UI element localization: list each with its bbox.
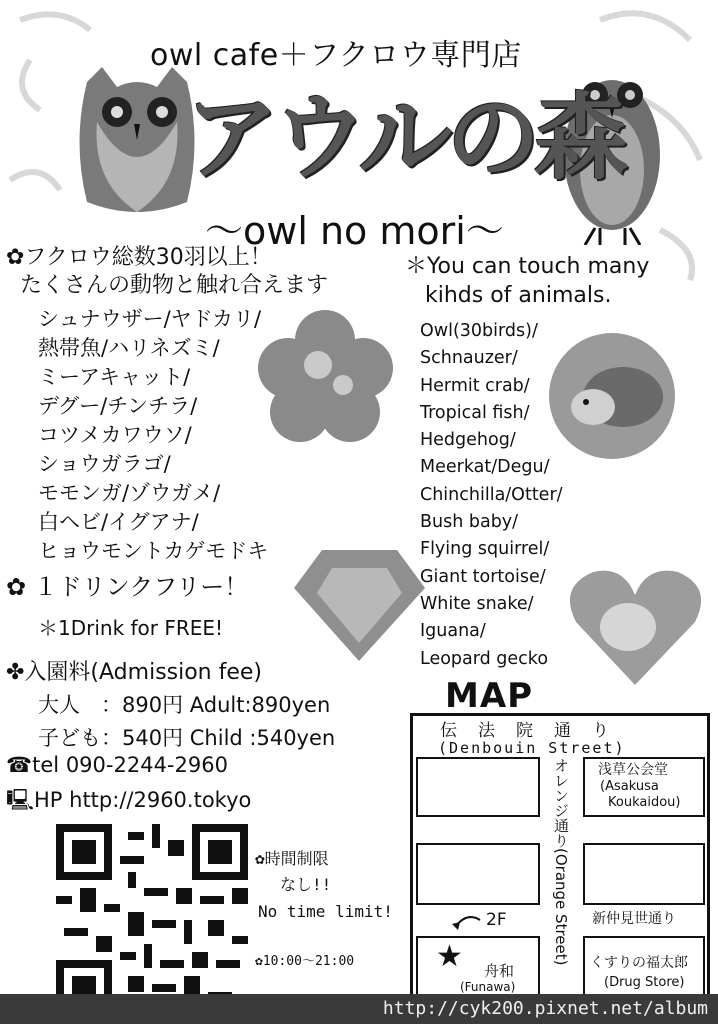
list-item: 白ヘビ/イグアナ/ xyxy=(38,510,199,534)
store-tagline: owl cafe＋フクロウ専門店 xyxy=(150,38,522,73)
list-item: 熱帯魚/ハリネズミ/ xyxy=(38,336,220,360)
map-street-jp: 伝 法 院 通 り xyxy=(440,721,611,741)
fee-heading: ✤入園料(Admission fee) xyxy=(6,660,263,685)
animals-heading-en-line1: ＊You can touch many xyxy=(405,254,650,279)
map-funawa-en: (Funawa) xyxy=(460,980,516,994)
animals-heading-en xyxy=(405,252,649,310)
note-line2: なし!! xyxy=(280,875,332,894)
map-orange-street: オレンジ通り(Orange Street) xyxy=(552,758,570,966)
star-icon: ★ xyxy=(436,939,463,974)
list-item: ヒョウモントカゲモドキ xyxy=(38,539,269,563)
list-item: コツメカワウソ/ xyxy=(38,423,192,447)
diamond-photo xyxy=(292,548,427,663)
list-item: Hedgehog/ xyxy=(420,430,516,451)
business-hours: ✿10:00～21:00 xyxy=(255,954,355,969)
list-item: White snake/ xyxy=(420,593,534,614)
drink-en: ＊1Drink for FREE! xyxy=(38,616,224,640)
list-item: Leopard gecko xyxy=(420,648,549,669)
flower-photo xyxy=(258,310,393,442)
list-item: デグー/チンチラ/ xyxy=(38,394,198,418)
heart-photo xyxy=(568,567,703,687)
contact-tel: ☎tel 090-2244-2960 xyxy=(6,753,228,777)
map-drug-en: (Drug Store) xyxy=(604,975,685,990)
qr-code xyxy=(56,824,248,1016)
map-block xyxy=(416,843,540,905)
fee-adult: 大人 ：890円 Adult:890yen xyxy=(38,693,331,717)
map-street-en: (Denbouin Street) xyxy=(438,739,626,757)
list-item: モモンガ/ゾウガメ/ xyxy=(38,481,221,505)
map-block xyxy=(416,757,540,817)
map-kokaido-en2: Koukaidou) xyxy=(608,795,681,810)
list-item: ショウガラゴ/ xyxy=(38,452,171,476)
list-item: Schnauzer/ xyxy=(420,348,518,369)
list-item: ミーアキャット/ xyxy=(38,365,191,389)
map-title: MAP xyxy=(445,676,534,716)
map-block xyxy=(583,843,705,905)
animals-heading-jp-line1: ✿フクロウ総数30羽以上！ xyxy=(6,245,272,270)
map-kokaido-en1: (Asakusa xyxy=(600,779,659,794)
list-item: Hermit crab/ xyxy=(420,375,530,396)
list-item: Chinchilla/Otter/ xyxy=(420,484,563,505)
footer-url: http://cyk200.pixnet.net/album xyxy=(382,998,708,1019)
store-title-jp: アウルの森 xyxy=(185,84,623,193)
circle-photo-hedgehog xyxy=(548,332,676,460)
note-line1: ✿時間制限 xyxy=(255,849,329,868)
map-shinnakamise: 新仲見世通り xyxy=(592,911,676,927)
animals-list-jp xyxy=(38,305,268,566)
store-title-en: ～owl no mori～ xyxy=(205,209,504,253)
list-item: シュナウザー/ヤドカリ/ xyxy=(38,307,262,331)
list-item: Flying squirrel/ xyxy=(420,539,550,560)
list-item: Tropical fish/ xyxy=(420,402,530,423)
list-item: Iguana/ xyxy=(420,621,486,642)
map-drug-jp: くすりの福太郎 xyxy=(590,955,688,971)
animals-list-en xyxy=(420,318,563,673)
map-kokaido-jp: 浅草公会堂 xyxy=(598,762,668,778)
list-item: Owl(30birds)/ xyxy=(420,321,538,341)
list-item: Meerkat/Degu/ xyxy=(420,457,550,478)
animals-heading-jp xyxy=(6,244,328,300)
drink-jp: ✿ １ドリンクフリー！ xyxy=(6,573,249,601)
fee-child: 子ども：540円 Child :540yen xyxy=(38,726,336,750)
map-funawa-jp: 舟和 xyxy=(484,962,515,980)
arrow-icon xyxy=(452,912,482,932)
list-item: Giant tortoise/ xyxy=(420,566,546,587)
animals-heading-jp-line2: たくさんの動物と触れ合えます xyxy=(20,273,329,298)
note-line3: No time limit! xyxy=(258,902,393,921)
animals-heading-en-line2: kihds of animals. xyxy=(425,283,612,308)
map-floor: 2F xyxy=(486,910,507,930)
list-item: Bush baby/ xyxy=(420,512,519,533)
contact-hp: 🖳HP http://2960.tokyo xyxy=(6,788,252,812)
